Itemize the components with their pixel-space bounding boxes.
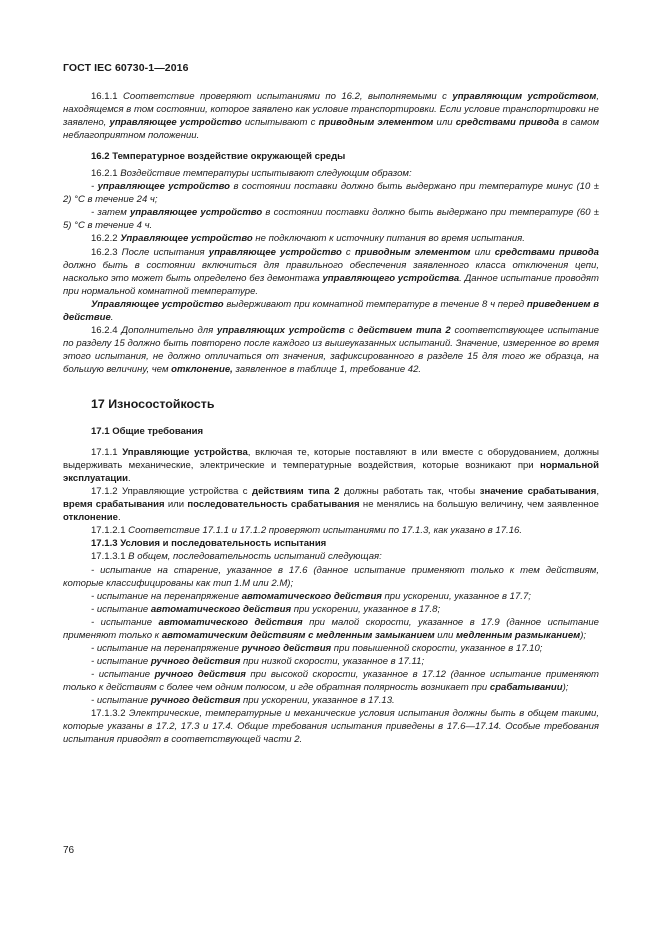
text-span: Воздействие температуры испытывают следующим образом: bbox=[120, 168, 412, 180]
text-span: Электрические, температурные и механические условия испытания должны быть в общем такими, которые указаны в 17.2, 17.3 и 17.4. Общие требования испытания приведены в 17.6—17.14. Особые требования испытания приводят в соответствующей части 2. bbox=[63, 708, 599, 746]
text-span: - затем bbox=[91, 207, 130, 219]
paragraph-16-2-1 bbox=[63, 167, 599, 180]
text-span: в состоянии поставки должно быть выдержано при температуре минус (10 ± 2) °С в течение 24 ч; bbox=[63, 181, 599, 206]
term-span: средствами привода bbox=[455, 117, 560, 129]
term-span: нормальной эксплуатации bbox=[63, 460, 599, 485]
clause-number: 17.1.1 bbox=[91, 447, 123, 459]
term-span: срабатывании bbox=[489, 681, 563, 693]
text-span: или bbox=[164, 499, 188, 511]
text-span: при повышенной скорости, указанное в 17.10; bbox=[331, 642, 543, 654]
list-item bbox=[63, 616, 599, 642]
paragraph-16-2-3-cont bbox=[63, 298, 599, 324]
text-span: выдерживают при комнатной температуре в течение 8 ч перед bbox=[223, 298, 527, 310]
term-span: Управляющее устройство bbox=[91, 298, 224, 310]
text-span: , bbox=[596, 486, 599, 498]
text-span: - испытание на перенапряжение bbox=[91, 642, 242, 654]
list-item bbox=[63, 180, 599, 206]
text-span: ); bbox=[580, 629, 587, 641]
term-span: ручного действия bbox=[154, 668, 246, 680]
clause-number: 16.2.3 bbox=[91, 246, 122, 258]
term-span: приводным элементом bbox=[318, 117, 434, 129]
term-span: Управляющие устройства bbox=[122, 447, 248, 459]
list-item bbox=[63, 655, 599, 668]
text-span: - bbox=[91, 181, 98, 193]
text-span: . bbox=[110, 311, 114, 323]
text-span: - испытание bbox=[91, 616, 159, 628]
text-span: или bbox=[433, 117, 456, 129]
text-span: - испытание bbox=[91, 668, 155, 680]
text-span: должно быть в состоянии включиться для правильного обеспечения заявленного класса отключения цепи, насколько это может быть определено без демонтажа bbox=[63, 259, 599, 284]
page-body bbox=[63, 90, 599, 746]
paragraph-17-1-3-2 bbox=[63, 707, 599, 746]
text-span: при малой скорости, указанное в 17.9 (данное испытание применяют только к bbox=[63, 616, 599, 641]
term-span: управляющее устройство bbox=[208, 246, 342, 258]
text-span: при низкой скорости, указанное в 17.11; bbox=[240, 655, 425, 667]
term-span: приводным элементом bbox=[354, 246, 471, 258]
term-span: управляющим устройством bbox=[452, 91, 597, 102]
paragraph-17-1-1 bbox=[63, 446, 599, 485]
text-span: Дополнительно для bbox=[121, 324, 218, 336]
text-span: с bbox=[341, 246, 355, 258]
term-span: управляющее устройство bbox=[130, 207, 263, 219]
text-span: при ускорении, указанное в 17.8; bbox=[291, 603, 441, 615]
text-span: заявленное в таблице 1, требование 42. bbox=[232, 363, 422, 375]
list-item: - испытание на старение, указанное в 17.6 (данное испытание применяют только к тем действиям, которые классифицированы как тип 1.M или 2.M); bbox=[63, 564, 599, 589]
term-span: отклонение, bbox=[171, 363, 233, 375]
term-span: последовательность срабатывания bbox=[187, 499, 360, 511]
list-item bbox=[63, 590, 599, 603]
list-item bbox=[63, 603, 599, 616]
list-item bbox=[63, 642, 599, 655]
paragraph-16-2-2 bbox=[63, 232, 599, 245]
term-span: автоматического действия bbox=[241, 590, 382, 602]
text-span: . Данное испытание проводят при нормальной комнатной температуре. bbox=[63, 272, 599, 297]
paragraph-16-1-1 bbox=[63, 90, 599, 142]
text-span: - испытание на перенапряжение bbox=[91, 590, 242, 602]
term-span: время срабатывания bbox=[63, 499, 165, 511]
section-heading-17: 17 Износостойкость bbox=[91, 396, 215, 411]
paragraph-17-1-3-1 bbox=[63, 550, 599, 563]
term-span: управляющее устройство bbox=[97, 181, 230, 193]
clause-number: 16.1.1 bbox=[91, 91, 123, 102]
clause-number: 16.2.4 bbox=[91, 324, 122, 336]
text-span: - испытание bbox=[91, 603, 151, 615]
clause-number: 17.1.2.1 bbox=[91, 525, 129, 537]
paragraph-16-2-4 bbox=[63, 324, 599, 376]
term-span: ручного действия bbox=[241, 642, 332, 654]
text-span: . bbox=[128, 473, 131, 485]
term-span: автоматическим действиям с медленным замыканием bbox=[161, 629, 435, 641]
clause-number: 17.1.3.2 bbox=[91, 708, 129, 720]
section-heading-17-1: 17.1 Общие требования bbox=[91, 426, 204, 438]
clause-number: 16.2.1 bbox=[91, 168, 121, 180]
text-span: , включая те, которые поставляют в или вместе с оборудованием, должны выдерживать механические, электрические и температурные воздействия, которые возникают при bbox=[63, 447, 600, 472]
text-span: . bbox=[117, 512, 121, 524]
page-number: 76 bbox=[63, 845, 75, 856]
text-span: при ускорении, указанное в 17.13. bbox=[240, 694, 395, 706]
text-span: не подключают к источнику питания во время испытания. bbox=[252, 233, 525, 245]
term-span: отклонение bbox=[63, 512, 118, 524]
paragraph-17-1-2-1 bbox=[63, 524, 599, 537]
term-span: управляющее устройство bbox=[109, 117, 242, 129]
text-span: при ускорении, указанное в 17.7; bbox=[381, 590, 531, 602]
text-span: , находящемся в том состоянии, которое заявлено как условие транспортировки. Если условие транспортировки не заявлено, bbox=[63, 91, 599, 129]
section-heading-17-1-3: 17.1.3 Условия и последовательность испытания bbox=[91, 538, 327, 550]
text-span: при высокой скорости, указанное в 17.12 (данное испытание применяют только к действиям с более чем одним полюсом, и где обратная полярность возникает при bbox=[63, 668, 600, 693]
paragraph-17-1-2 bbox=[63, 485, 599, 524]
term-span: управляющих устройств bbox=[217, 324, 345, 336]
term-span: автоматического действия bbox=[150, 603, 292, 615]
clause-number: 17.1.3.1 bbox=[91, 551, 129, 563]
term-span: автоматического действия bbox=[158, 616, 303, 628]
term-span: действиям типа 2 bbox=[252, 486, 340, 498]
term-span: приведением в действие bbox=[63, 298, 599, 323]
text-span: - испытание bbox=[91, 655, 151, 667]
text-span: Соответствие проверяют испытаниями по 16.2, выполняемыми с bbox=[122, 91, 453, 102]
list-item bbox=[63, 694, 599, 707]
term-span: ручного действия bbox=[150, 694, 241, 706]
text-span: Соответствие 17.1.1 и 17.1.2 проверяют испытаниями по 17.1.3, как указано в 17.16. bbox=[128, 525, 522, 537]
list-item bbox=[63, 668, 599, 694]
text-span: или bbox=[434, 629, 456, 641]
text-span: не менялись на большую величину, чем заявленное bbox=[359, 499, 599, 511]
text-span: 17.1.2 Управляющие устройства с bbox=[91, 486, 253, 498]
term-span: значение срабатывания bbox=[479, 486, 597, 498]
section-heading-16-2: 16.2 Температурное воздействие окружающей среды bbox=[91, 151, 346, 163]
term-span: ручного действия bbox=[150, 655, 241, 667]
text-span: должны работать так, чтобы bbox=[339, 486, 480, 498]
text-span: или bbox=[470, 246, 495, 258]
text-span: В общем, последовательность испытаний следующая: bbox=[128, 551, 382, 563]
text-span: ); bbox=[562, 681, 569, 693]
term-span: управляющего устройства bbox=[322, 272, 460, 284]
document-header: ГОСТ IEC 60730-1—2016 bbox=[63, 62, 189, 74]
term-span: Управляющее устройство bbox=[120, 233, 253, 245]
text-span: в самом неблагоприятном положении. bbox=[63, 117, 599, 142]
text-span: в состоянии поставки должно быть выдержано при температуре (60 ± 5) °С в течение 4 ч. bbox=[63, 207, 599, 232]
text-span: соответствующее испытание по разделу 15 должно быть повторено после каждого из вышеуказанных испытаний. Значение, измеренное во время этого испытания, не должно отличаться от значения, зафиксированного в разделе 15 для того же образца, на большую величину, чем bbox=[63, 324, 599, 375]
text-span: с bbox=[344, 324, 358, 336]
term-span: медленным размыканием bbox=[455, 629, 581, 641]
term-span: действием типа 2 bbox=[357, 324, 451, 336]
paragraph-16-2-3 bbox=[63, 246, 599, 298]
text-span: - испытание bbox=[91, 694, 151, 706]
text-span: После испытания bbox=[121, 246, 209, 258]
text-span: испытывают с bbox=[241, 117, 319, 129]
clause-number: 16.2.2 bbox=[91, 233, 121, 245]
list-item bbox=[63, 206, 599, 232]
term-span: средствами привода bbox=[494, 246, 599, 258]
